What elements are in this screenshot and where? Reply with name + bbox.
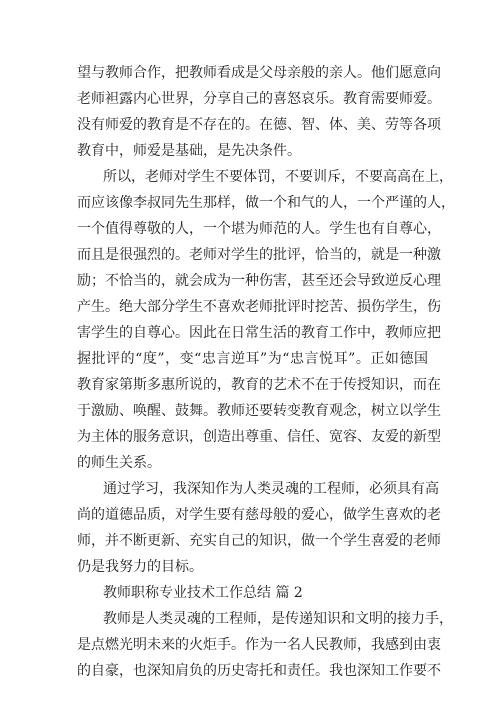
text-line: 是点燃光明未来的火炬手。作为一名人民教师，我感到由衷 bbox=[77, 637, 441, 653]
paragraph-1-line-2 bbox=[0, 89, 500, 109]
paragraph-4-line-3 bbox=[0, 661, 500, 681]
text-line: 尚的道德品质，对学生要有慈母般的爱心，做学生喜欢的老 bbox=[77, 507, 441, 523]
text-line: 产生。绝大部分学生不喜欢老师批评时挖苦、损伤学生，伤 bbox=[77, 299, 441, 315]
text-line: 一个值得尊敬的人，一个堪为师范的人。学生也有自尊心， bbox=[77, 221, 441, 237]
paragraph-4-line-1 bbox=[0, 609, 500, 629]
text-line: 所以，老师对学生不要体罚，不要训斥，不要高高在上， bbox=[103, 169, 453, 185]
text-line: 的自豪，也深知肩负的历史寄托和责任。我也深知工作要不 bbox=[77, 663, 441, 679]
paragraph-1-line-1 bbox=[0, 63, 500, 83]
text-line: 教育家第斯多惠所说的，教育的艺术不在于传授知识，而在 bbox=[77, 377, 441, 393]
paragraph-2-line-11 bbox=[0, 427, 500, 447]
paragraph-1-line-3 bbox=[0, 115, 500, 135]
paragraph-2-line-2 bbox=[0, 193, 500, 213]
text-line: 通过学习，我深知作为人类灵魂的工程师，必须具有高 bbox=[103, 481, 439, 497]
text-line: 教师是人类灵魂的工程师，是传递知识和文明的接力手， bbox=[103, 611, 453, 627]
text-line: 而且是很强烈的。老师对学生的批评，恰当的，就是一种激 bbox=[77, 247, 441, 263]
paragraph-2-line-3 bbox=[0, 219, 500, 239]
paragraph-3-line-4 bbox=[0, 557, 500, 577]
text-line: 而应该像李叔同先生那样，做一个和气的人，一个严谨的人， bbox=[77, 195, 455, 211]
text-line: 握批评的“度”，变“忠言逆耳”为“忠言悦耳”。正如德国 bbox=[77, 351, 428, 367]
text-line: 教育中，师爱是基础，是先决条件。 bbox=[77, 143, 301, 159]
paragraph-2-line-1 bbox=[0, 167, 500, 187]
paragraph-3-line-2 bbox=[0, 505, 500, 525]
text-line: 的师生关系。 bbox=[77, 455, 161, 471]
paragraph-2-line-9 bbox=[0, 375, 500, 395]
text-line: 望与教师合作，把教师看成是父母亲般的亲人。他们愿意向 bbox=[77, 65, 441, 81]
text-line: 为主体的服务意识，创造出尊重、信任、宽容、友爱的新型 bbox=[77, 429, 441, 445]
paragraph-2-line-5 bbox=[0, 271, 500, 291]
paragraph-2-line-6 bbox=[0, 297, 500, 317]
text-line: 于激励、唤醒、鼓舞。教师还要转变教育观念，树立以学生 bbox=[77, 403, 441, 419]
paragraph-2-line-12 bbox=[0, 453, 500, 473]
text-line: 老师袒露内心世界，分享自己的喜怒哀乐。教育需要师爱。 bbox=[77, 91, 441, 107]
section-heading bbox=[0, 583, 500, 603]
paragraph-2-line-4 bbox=[0, 245, 500, 265]
text-line: 害学生的自尊心。因此在日常生活的教育工作中，教师应把 bbox=[77, 325, 441, 341]
text-line: 师，并不断更新、充实自己的知识，做一个学生喜爱的老师 bbox=[77, 533, 441, 549]
paragraph-3-line-1 bbox=[0, 479, 500, 499]
paragraph-3-line-3 bbox=[0, 531, 500, 551]
paragraph-4-line-2 bbox=[0, 635, 500, 655]
paragraph-2-line-7 bbox=[0, 323, 500, 343]
text-line: 没有师爱的教育是不存在的。在德、智、体、美、劳等各项 bbox=[77, 117, 441, 133]
section-heading-text: 教师职称专业技术工作总结 篇 2 bbox=[103, 585, 303, 601]
text-line: 仍是我努力的目标。 bbox=[77, 559, 203, 575]
paragraph-1-line-4 bbox=[0, 141, 500, 161]
text-line: 励；不恰当的，就会成为一种伤害，甚至还会导致逆反心理 bbox=[77, 273, 441, 289]
paragraph-2-line-8 bbox=[0, 349, 500, 369]
paragraph-2-line-10 bbox=[0, 401, 500, 421]
